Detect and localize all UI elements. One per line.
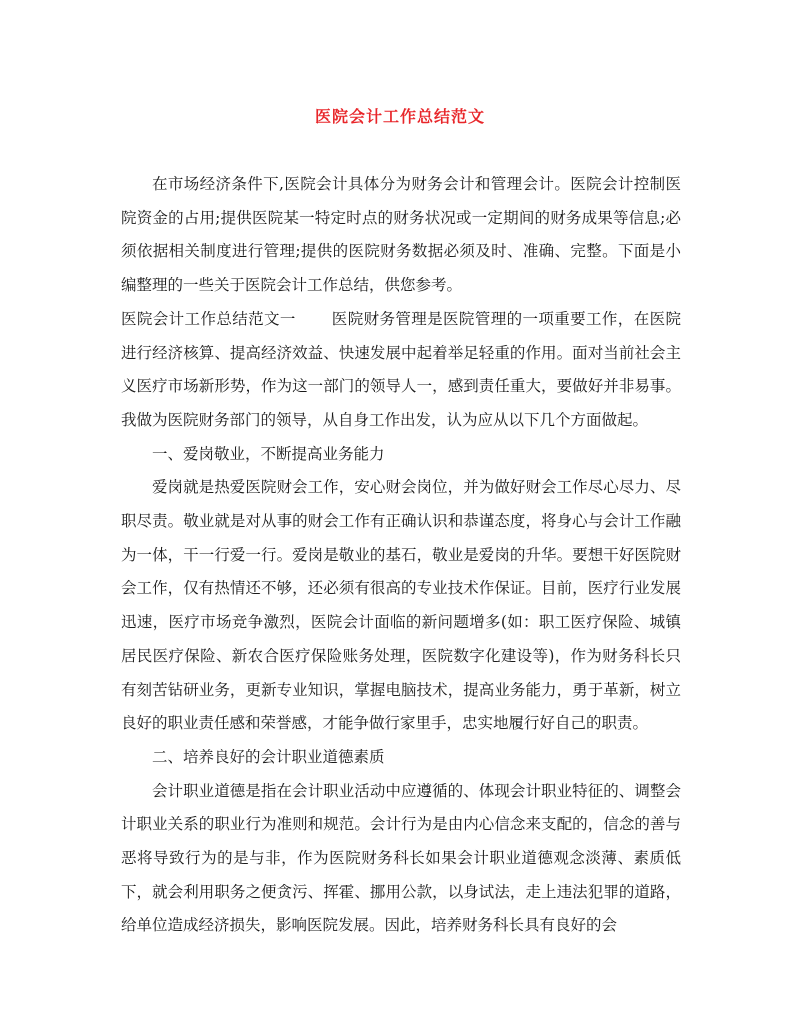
heading-2: 二、培养良好的会计职业道德素质	[152, 747, 385, 766]
heading-1: 一、爱岗敬业，不断提高业务能力	[152, 444, 385, 463]
paragraph-2: 会计职业道德是指在会计职业活动中应遵循的、体现会计职业特征的、调整会计职业关系的职业行为准则和规范。会计行为是由内心信念来支配的，信念的善与恶将导致行为的是与非，作为医院财务科长如果会计职业道德观念淡薄、素质低下，就会利用职务之便贪污、挥霍、挪用公款，以身试法，走上违法犯罪的道路，给单位造成经济损失，影响医院发展。因此，培养财务科长具有良好的会	[121, 781, 681, 935]
section-text: 医院财务管理是医院管理的一项重要工作，在医院进行经济核算、提高经济效益、快速发展中起着举足轻重的作用。面对当前社会主义医疗市场新形势，作为这一部门的领导人一，感到责任重大，要做好并非易事。我做为医院财务部门的领导，从自身工作出发，认为应从以下几个方面做起。	[121, 309, 681, 429]
intro-paragraph: 在市场经济条件下,医院会计具体分为财务会计和管理会计。医院会计控制医院资金的占用;提供医院某一特定时点的财务状况或一定期间的财务成果等信息;必须依据相关制度进行管理;提供的医院财务数据必须及时、准确、完整。下面是小编整理的一些关于医院会计工作总结，供您参考。	[121, 175, 681, 295]
document-body	[121, 168, 681, 943]
paragraph-1: 爱岗就是热爱医院财会工作，安心财会岗位，并为做好财会工作尽心尽力、尽职尽责。敬业就是对从事的财会工作有正确认识和恭谨态度，将身心与会计工作融为一体，干一行爱一行。爱岗是敬业的基石，敬业是爱岗的升华。要想干好医院财会工作，仅有热情还不够，还必须有很高的专业技术作保证。目前，医疗行业发展迅速，医疗市场竞争激烈，医院会计面临的新问题增多(如：职工医疗保险、城镇居民医疗保险、新农合医疗保险账务处理，医院数字化建设等)，作为财务科长只有刻苦钻研业务，更新专业知识，掌握电脑技术，提高业务能力，勇于革新，树立良好的职业责任感和荣誉感，才能争做行家里手，忠实地履行好自己的职责。	[121, 478, 681, 733]
section-label: 医院会计工作总结范文一	[121, 309, 296, 328]
section-paragraph	[121, 303, 681, 438]
document-title: 医院会计工作总结范文	[314, 107, 485, 126]
